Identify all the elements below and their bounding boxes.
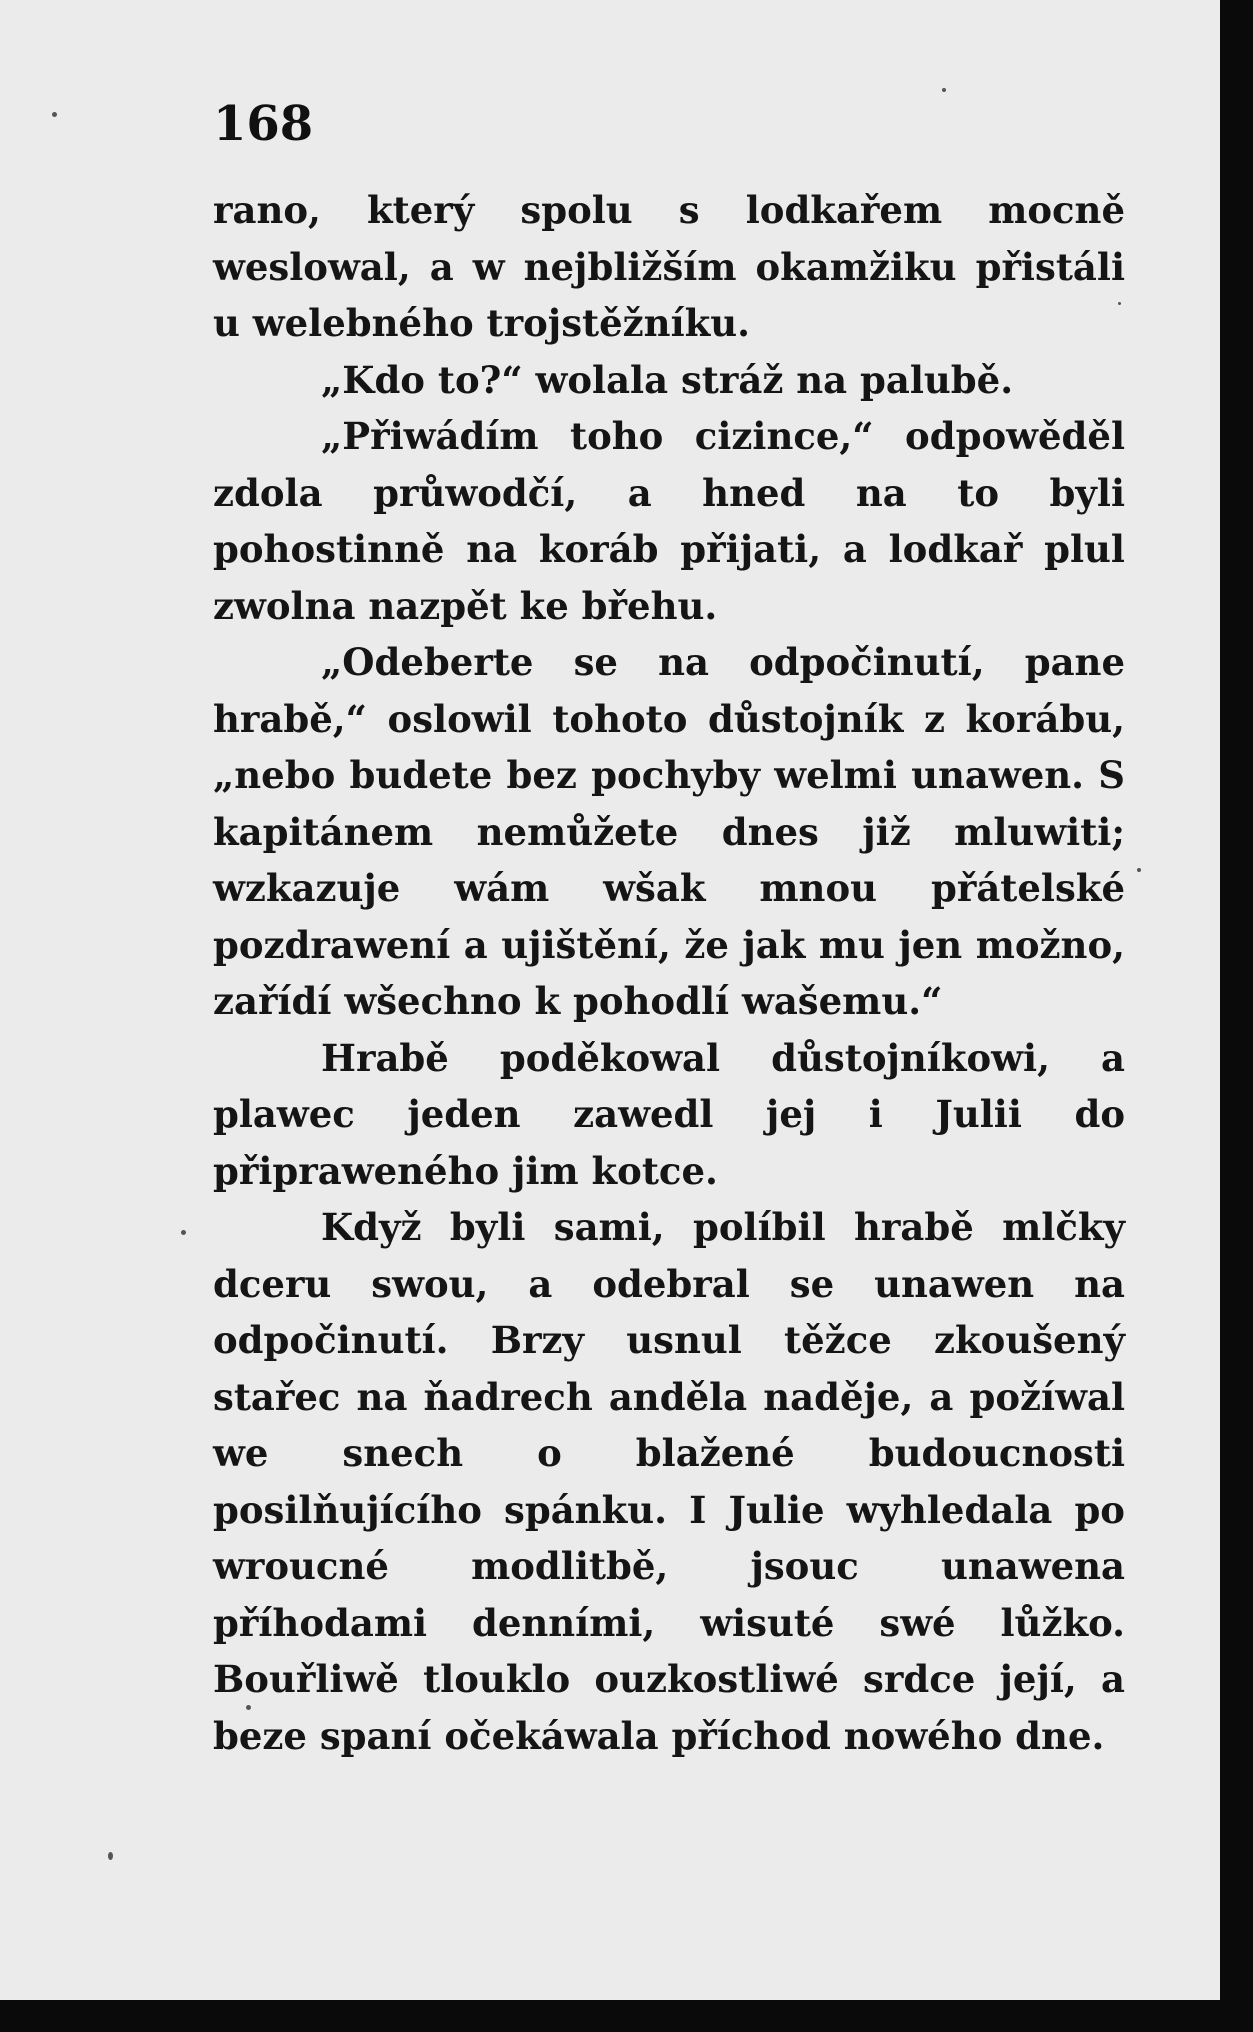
paragraph: Hrabě poděkowal důstojníkowi, a plawec jeden zawedl jej i Julii do připraweného jim kotce.	[213, 1035, 1125, 1193]
paper-speck	[246, 1705, 251, 1710]
paper-speck	[942, 88, 946, 92]
paragraph: „Kdo to?“ wolala stráž na palubě.	[321, 357, 1014, 402]
paper-speck	[52, 112, 57, 117]
paper-speck	[1137, 868, 1141, 872]
paragraph: rano, který spolu s lodkařem mocně weslowal, a w nejbližším okamžiku přistáli u welebného trojstěžníku.	[213, 188, 1125, 345]
paper-speck	[1118, 302, 1121, 305]
paper-speck	[181, 1230, 186, 1235]
paper-speck	[108, 1852, 113, 1860]
paragraph: Když byli sami, políbil hrabě mlčky dceru swou, a odebral se unawen na odpočinutí. Brzy usnul těžce zkoušený stařec na ňadrech anděla naděje, a požíwal we snech o blažené budoucnosti posilňujícího spánku. I Julie wyhledala po wroucné modlitbě, jsouc unawena příhodami denními, wisuté swé lůžko. Bouřliwě tlouklo ouzkostliwé srdce její, a beze spaní očekáwala příchod nowého dne.	[213, 1205, 1125, 1758]
scan-edge-bottom	[0, 2000, 1253, 2032]
scan-edge-right	[1220, 0, 1253, 2032]
paragraph: „Odeberte se na odpočinutí, pane hrabě,“ oslowil tohoto důstojník z korábu, „nebo budete bez pochyby welmi unawen. S kapitánem nemůžete dnes již mluwiti; wzkazuje wám wšak mnou přátelské pozdrawení a ujištění, že jak mu jen možno, zařídí wšechno k pohodlí wašemu.“	[213, 640, 1125, 1023]
paragraph: „Přiwádím toho cizince,“ odpowěděl zdola průwodčí, a hned na to byli pohostinně na koráb přijati, a lodkař plul zwolna nazpět ke břehu.	[213, 414, 1125, 628]
page-body	[213, 182, 1125, 1764]
page-number: 168	[213, 96, 314, 152]
